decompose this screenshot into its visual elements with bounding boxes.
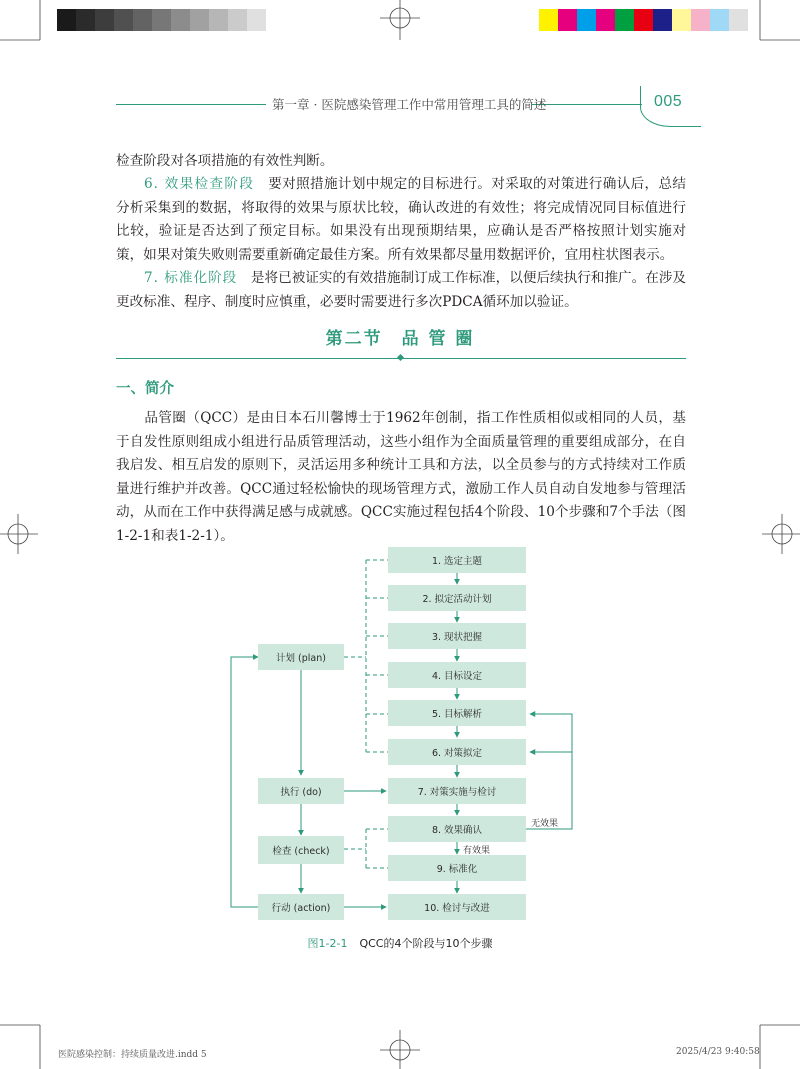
step-4-box: 4. 目标设定 bbox=[388, 662, 526, 688]
standardization-label: 7. 标准化阶段 bbox=[144, 270, 238, 286]
step-7-box: 7. 对策实施与检讨 bbox=[388, 778, 526, 804]
step-1-box: 1. 选定主题 bbox=[388, 547, 526, 573]
footer-datetime: 2025/4/23 9:40:58 bbox=[676, 1047, 760, 1057]
section-title: 第二节 品 管 圈 bbox=[325, 329, 475, 349]
standardization-text: 是将已被证实的有效措施制订成工作标准，以便后续执行和推广。在涉及更改标准、程序、制度时应慎重，必要时需要进行多次PDCA循环加以验证。 bbox=[116, 270, 687, 310]
figure-caption bbox=[0, 935, 800, 951]
effect-check-text: 要对照措施计划中规定的目标进行。对采取的对策进行确认后，总结分析采集到的数据，将取得的效果与原状比较，确认改进的有效性；将完成情况同目标值进行比较，验证是否达到了预定目标。如果没有出现预期结果，应确认是否严格按照计划实施对策，如果对策失败则需要重新确定最佳方案。所有效果都尽量用数据评价，宜用柱状图表示。 bbox=[116, 176, 687, 263]
qcc-intro-text: 品管圈（QCC）是由日本石川馨博士于1962年创制，指工作性质相似或相同的人员，基于自发性原则组成小组进行品质管理活动，这些小组作为全面质量管理的重要组成部分，在自我启发、相互启发的原则下，灵活运用多种统计工具和方法，以全员参与的方式持续对工作质量进行维护并改善。QCC通过轻松愉快的现场管理方式，激励工作人员自动自发地参与管理活动，从而在工作中获得满足感与成就感。QCC实施过程包括4个阶段、10个步骤和7个手法（图1-2-1和表1-2-1）。 bbox=[116, 410, 686, 544]
footer-filename: 医院感染控制：持续质量改进.indd 5 bbox=[58, 1050, 207, 1060]
figure-title: QCC的4个阶段与10个步骤 bbox=[359, 937, 493, 950]
step-9-box: 9. 标准化 bbox=[388, 855, 526, 881]
step-8-box: 8. 效果确认 bbox=[388, 816, 526, 842]
step-6-box: 6. 对策拟定 bbox=[388, 739, 526, 765]
step-10-box: 10. 检讨与改进 bbox=[388, 894, 526, 920]
figure-number: 图1-2-1 bbox=[307, 937, 348, 950]
phase-plan-box: 计划 (plan) bbox=[258, 644, 344, 670]
phase-action-box: 行动 (action) bbox=[258, 894, 344, 920]
phase-do-box: 执行 (do) bbox=[258, 778, 344, 804]
step-5-box: 5. 目标解析 bbox=[388, 700, 526, 726]
step-3-box: 3. 现状把握 bbox=[388, 623, 526, 649]
page-number: 005 bbox=[654, 93, 683, 110]
label-no-effect: 无效果 bbox=[531, 819, 559, 829]
subheading-intro: 一、简介 bbox=[116, 381, 174, 397]
running-header: 第一章 · 医院感染管理工作中常用管理工具的简述 bbox=[272, 97, 547, 112]
effect-check-label: 6. 效果检查阶段 bbox=[144, 176, 255, 192]
paragraph-0: 检查阶段对各项措施的有效性判断。 bbox=[116, 153, 334, 169]
label-effect: 有效果 bbox=[463, 846, 491, 856]
phase-check-box: 检查 (check) bbox=[258, 836, 344, 864]
step-2-box: 2. 拟定活动计划 bbox=[388, 585, 526, 611]
